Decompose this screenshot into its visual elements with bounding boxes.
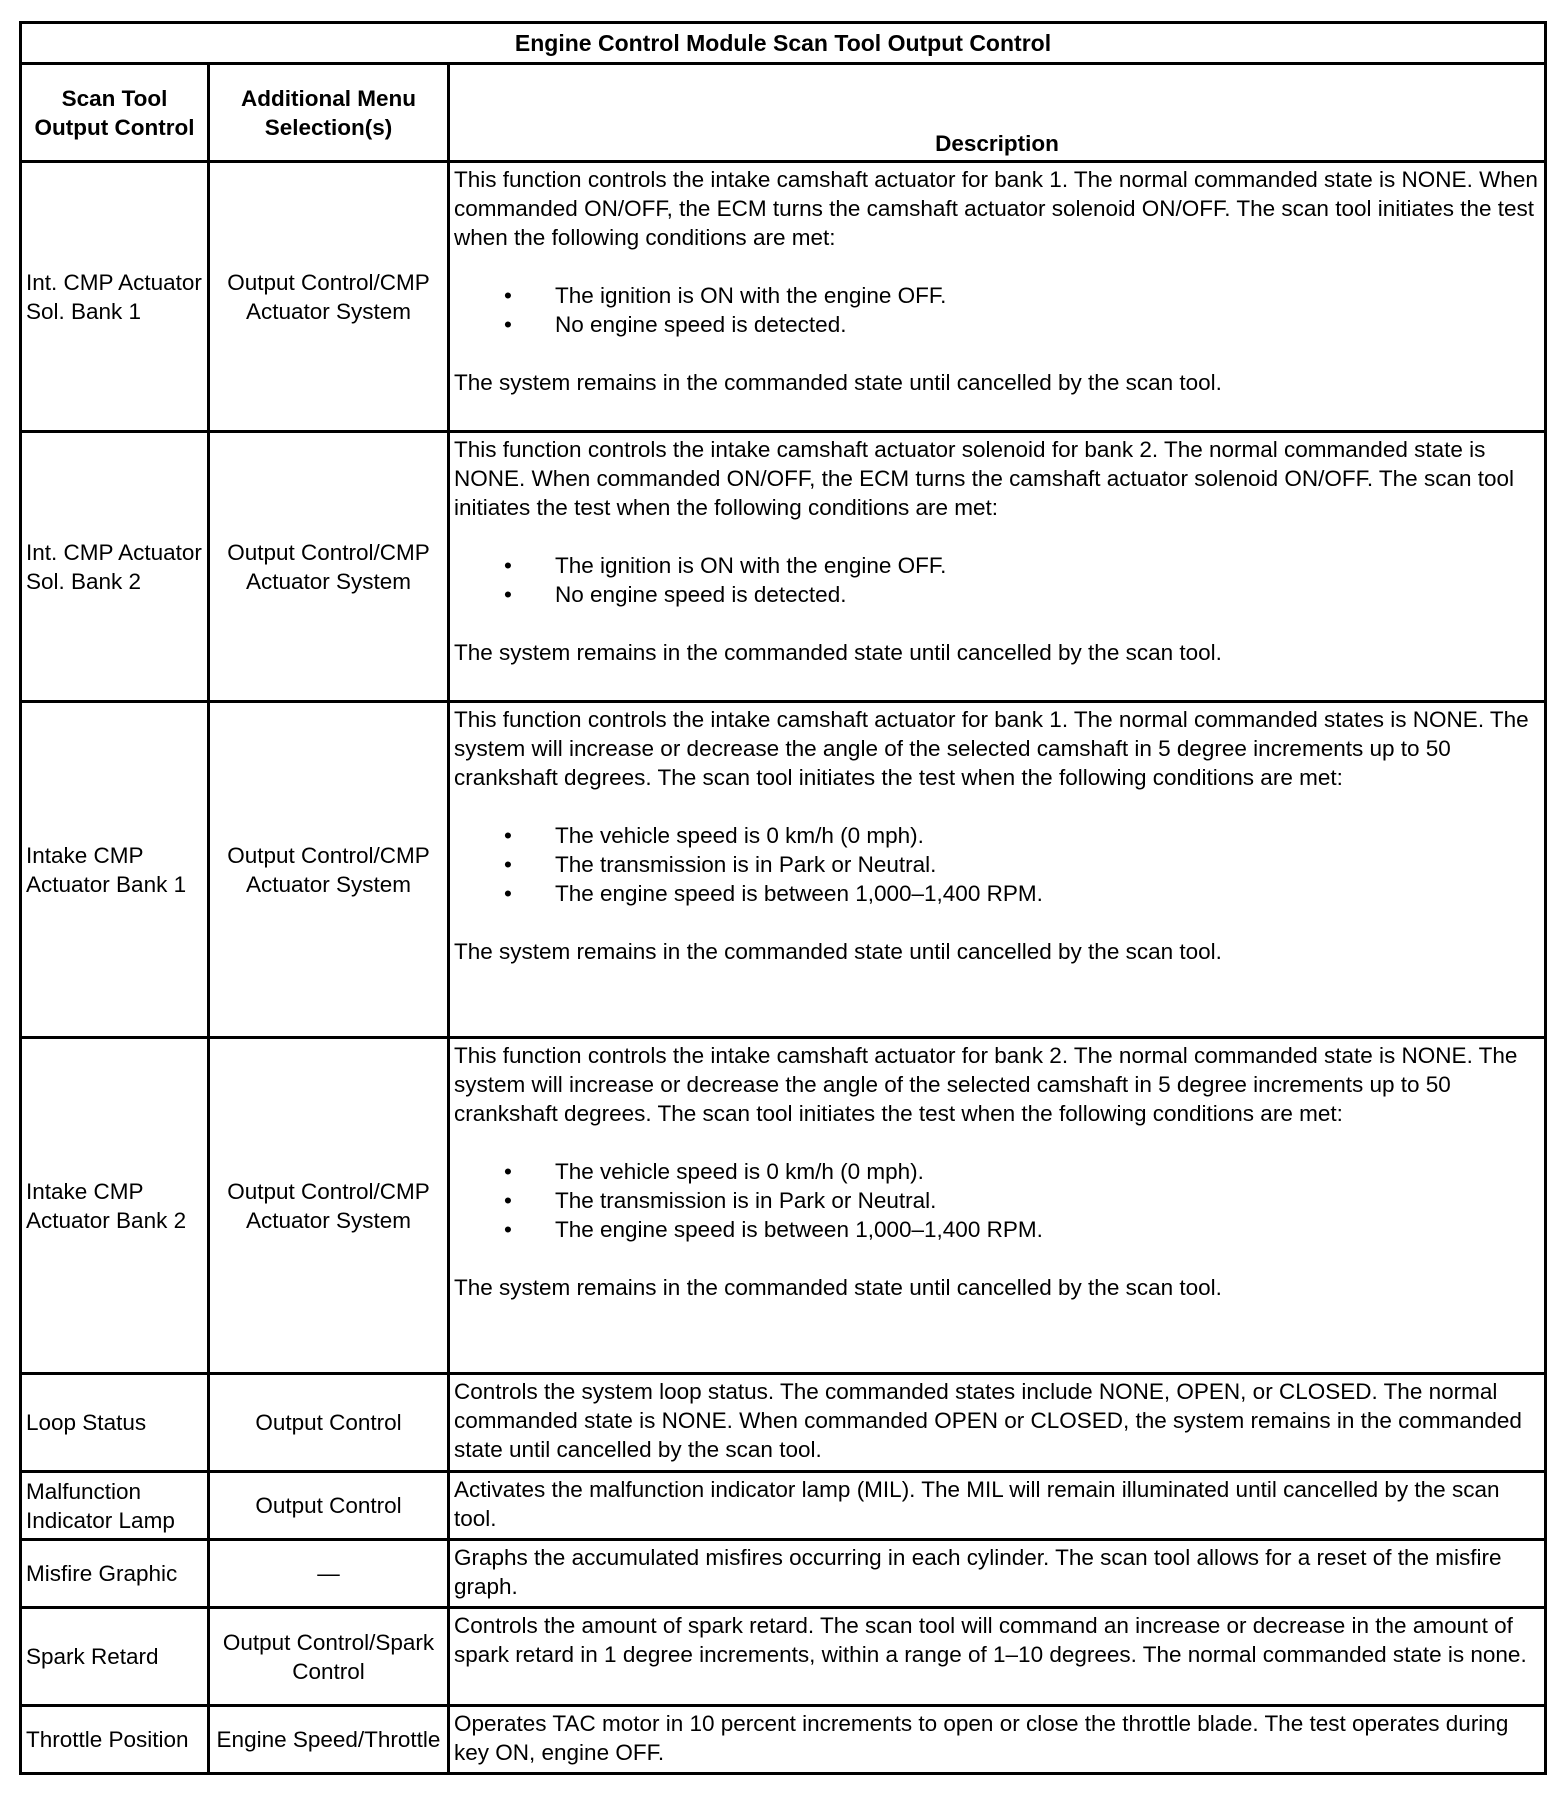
list-item: • The vehicle speed is 0 km/h (0 mph). xyxy=(454,1157,1540,1186)
control-cell: Intake CMP Actuator Bank 2 xyxy=(21,1038,209,1374)
control-cell: Int. CMP Actuator Sol. Bank 2 xyxy=(21,432,209,702)
description-cell xyxy=(449,432,1546,702)
table-row xyxy=(21,1540,1546,1608)
list-item: • No engine speed is detected. xyxy=(454,310,1540,339)
menu-cell: Output Control xyxy=(209,1472,449,1540)
list-item: • The transmission is in Park or Neutral. xyxy=(454,850,1540,879)
table-row xyxy=(21,1038,1546,1374)
header-additional-menu-selections: Additional Menu Selection(s) xyxy=(209,64,449,162)
menu-cell: Output Control/Spark Control xyxy=(209,1608,449,1706)
menu-cell: Output Control/CMP Actuator System xyxy=(209,1038,449,1374)
control-cell: Spark Retard xyxy=(21,1608,209,1706)
menu-cell: Output Control/CMP Actuator System xyxy=(209,702,449,1038)
table-row xyxy=(21,1472,1546,1540)
control-cell: Loop Status xyxy=(21,1374,209,1472)
menu-cell: Output Control xyxy=(209,1374,449,1472)
description-cell xyxy=(449,1038,1546,1374)
table-row xyxy=(21,162,1546,432)
table-row xyxy=(21,702,1546,1038)
table-row xyxy=(21,432,1546,702)
description-outro: The system remains in the commanded state until cancelled by the scan tool. xyxy=(454,1275,1222,1300)
description-intro: This function controls the intake camshaft actuator for bank 2. The normal commanded state is NONE. The system will increase or decrease the angle of the selected camshaft in 5 degree increments up to 50 crankshaft degrees. The scan tool initiates the test when the following conditions are met: xyxy=(454,1043,1518,1126)
header-row xyxy=(21,64,1546,162)
list-item: • The engine speed is between 1,000–1,400 RPM. xyxy=(454,879,1540,908)
description-cell: Controls the system loop status. The commanded states include NONE, OPEN, or CLOSED. The normal commanded state is NONE. When commanded OPEN or CLOSED, the system remains in the commanded state until cancelled by the scan tool. xyxy=(449,1374,1546,1472)
description-cell: Operates TAC motor in 10 percent increments to open or close the throttle blade. The test operates during key ON, engine OFF. xyxy=(449,1706,1546,1774)
list-item: • The transmission is in Park or Neutral. xyxy=(454,1186,1540,1215)
list-item: • The engine speed is between 1,000–1,400 RPM. xyxy=(454,1215,1540,1244)
description-cell: Graphs the accumulated misfires occurring in each cylinder. The scan tool allows for a reset of the misfire graph. xyxy=(449,1540,1546,1608)
output-control-table xyxy=(19,21,1547,1775)
control-cell: Misfire Graphic xyxy=(21,1540,209,1608)
conditions-list xyxy=(454,551,1540,609)
header-scan-tool-output-control: Scan Tool Output Control xyxy=(21,64,209,162)
control-cell: Malfunction Indicator Lamp xyxy=(21,1472,209,1540)
table-row xyxy=(21,1374,1546,1472)
output-control-document xyxy=(19,21,1544,1775)
header-description: Description xyxy=(449,64,1546,162)
description-outro: The system remains in the commanded state until cancelled by the scan tool. xyxy=(454,939,1222,964)
description-intro: This function controls the intake camshaft actuator for bank 1. The normal commanded state is NONE. When commanded ON/OFF, the ECM turns the camshaft actuator solenoid ON/OFF. The scan tool initiates the test when the following conditions are met: xyxy=(454,167,1538,250)
conditions-list xyxy=(454,281,1540,339)
control-cell: Int. CMP Actuator Sol. Bank 1 xyxy=(21,162,209,432)
menu-cell: Output Control/CMP Actuator System xyxy=(209,432,449,702)
menu-cell: Output Control/CMP Actuator System xyxy=(209,162,449,432)
description-cell: Controls the amount of spark retard. The scan tool will command an increase or decrease in the amount of spark retard in 1 degree increments, within a range of 1–10 degrees. The normal commanded state is none. xyxy=(449,1608,1546,1706)
list-item: • The ignition is ON with the engine OFF. xyxy=(454,281,1540,310)
table-row xyxy=(21,1706,1546,1774)
control-cell: Intake CMP Actuator Bank 1 xyxy=(21,702,209,1038)
table-row xyxy=(21,1608,1546,1706)
table-title: Engine Control Module Scan Tool Output Control xyxy=(21,23,1546,64)
description-intro: This function controls the intake camshaft actuator for bank 1. The normal commanded states is NONE. The system will increase or decrease the angle of the selected camshaft in 5 degree increments up to 50 crankshaft degrees. The scan tool initiates the test when the following conditions are met: xyxy=(454,707,1529,790)
conditions-list xyxy=(454,821,1540,908)
list-item: • No engine speed is detected. xyxy=(454,580,1540,609)
menu-cell: Engine Speed/Throttle xyxy=(209,1706,449,1774)
description-outro: The system remains in the commanded state until cancelled by the scan tool. xyxy=(454,640,1222,665)
description-outro: The system remains in the commanded state until cancelled by the scan tool. xyxy=(454,370,1222,395)
description-cell: Activates the malfunction indicator lamp (MIL). The MIL will remain illuminated until cancelled by the scan tool. xyxy=(449,1472,1546,1540)
list-item: • The vehicle speed is 0 km/h (0 mph). xyxy=(454,821,1540,850)
conditions-list xyxy=(454,1157,1540,1244)
menu-cell: — xyxy=(209,1540,449,1608)
control-cell: Throttle Position xyxy=(21,1706,209,1774)
description-intro: This function controls the intake camshaft actuator solenoid for bank 2. The normal commanded state is NONE. When commanded ON/OFF, the ECM turns the camshaft actuator solenoid ON/OFF. The scan tool initiates the test when the following conditions are met: xyxy=(454,437,1515,520)
description-cell xyxy=(449,702,1546,1038)
description-cell xyxy=(449,162,1546,432)
list-item: • The ignition is ON with the engine OFF. xyxy=(454,551,1540,580)
